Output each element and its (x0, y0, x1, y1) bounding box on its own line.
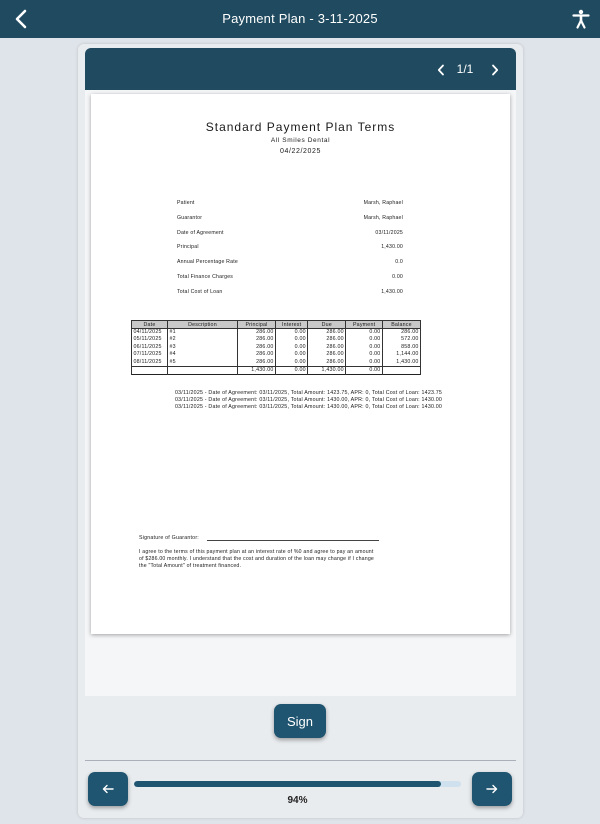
table-cell: #1 (168, 329, 238, 337)
arrow-right-icon (486, 784, 498, 794)
table-cell: 286.00 (238, 359, 276, 367)
table-cell: 0.00 (276, 367, 308, 375)
progress-fill (134, 781, 441, 787)
term-label: Total Cost of Loan (177, 288, 223, 295)
table-cell: 0.00 (346, 344, 383, 351)
table-cell (132, 367, 168, 375)
history-entry: 03/11/2025 - Date of Agreement: 03/11/2025, Total Amount: 1430.00, APR: 0, Total Cost of Loan: 1430.00 (175, 396, 443, 403)
column-header: Payment (346, 321, 383, 329)
table-cell: 0.00 (346, 329, 383, 337)
totals-row (132, 367, 421, 375)
table-cell: 0.00 (346, 351, 383, 358)
table-header-row (132, 321, 421, 329)
signature-line (207, 540, 379, 541)
document-title: Standard Payment Plan Terms (205, 120, 396, 134)
term-label: Date of Agreement (177, 229, 224, 236)
column-header: Balance (382, 321, 420, 329)
previous-button[interactable] (88, 772, 128, 806)
term-label: Principal (177, 244, 199, 251)
agreement-history (175, 390, 447, 410)
table-cell: #3 (168, 344, 238, 351)
table-cell: 0.00 (276, 336, 308, 343)
table-cell: 286.00 (238, 329, 276, 337)
table-cell: 286.00 (238, 351, 276, 358)
term-label: Total Finance Charges (177, 273, 234, 280)
table-cell: 286.00 (308, 351, 346, 358)
sign-button[interactable]: Sign (274, 704, 326, 738)
table-cell: 0.00 (276, 359, 308, 367)
table-cell (168, 367, 238, 375)
agreement-text: I agree to the terms of this payment plan at an interest rate of %0 and agree to pay an amount of $286.00 monthly. I understand that the cost and duration of the loan may change if I change the "Total Amount" of treatment financed. (139, 549, 374, 569)
viewer-toolbar (85, 48, 516, 90)
column-header: Interest (276, 321, 308, 329)
top-bar (0, 0, 600, 38)
arrow-left-icon (102, 784, 114, 794)
table-cell: 1,430.00 (238, 367, 276, 375)
column-header: Due (308, 321, 346, 329)
payment-schedule-table (131, 320, 421, 375)
table-cell: #2 (168, 336, 238, 343)
column-header: Date (132, 321, 168, 329)
chevron-right-icon (491, 64, 499, 76)
table-cell: 1,144.00 (382, 351, 420, 358)
term-value: Marsh, Raphael (363, 200, 403, 206)
table-cell: 0.00 (276, 329, 308, 337)
table-cell: 0.00 (346, 359, 383, 367)
progress-label: 94% (287, 795, 308, 806)
next-button[interactable] (472, 772, 512, 806)
table-cell: 07/11/2025 (132, 351, 168, 358)
column-header: Principal (238, 321, 276, 329)
table-cell: 0.00 (276, 344, 308, 351)
history-entry: 03/11/2025 - Date of Agreement: 03/11/2025, Total Amount: 1430.00, APR: 0, Total Cost of Loan: 1430.00 (175, 403, 443, 410)
table-cell: 06/11/2025 (132, 344, 168, 351)
table-row (132, 344, 421, 351)
term-value: 0.00 (392, 273, 403, 280)
table-cell: 286.00 (308, 344, 346, 351)
accessibility-button[interactable] (568, 6, 594, 32)
table-cell: 04/11/2025 (132, 329, 168, 337)
term-row (177, 259, 403, 274)
practice-name: All Smiles Dental (270, 137, 331, 144)
term-row (177, 200, 403, 215)
table-row (132, 351, 421, 358)
term-row (177, 215, 403, 230)
table-cell: 0.00 (346, 336, 383, 343)
table-row (132, 359, 421, 367)
term-row (177, 274, 403, 289)
table-cell: 286.00 (308, 336, 346, 343)
table-cell: 286.00 (382, 329, 420, 337)
term-row (177, 244, 403, 259)
table-cell: 0.00 (346, 367, 383, 375)
table-cell: 286.00 (308, 329, 346, 337)
terms-list (177, 200, 403, 304)
divider (85, 760, 516, 761)
term-value: Marsh, Raphael (363, 214, 403, 221)
table-cell: 08/11/2025 (132, 359, 168, 367)
table-cell: 05/11/2025 (132, 336, 168, 343)
table-cell: #4 (168, 351, 238, 358)
term-row (177, 230, 403, 245)
term-value: 1,430.00 (381, 244, 403, 251)
document-viewport[interactable] (85, 90, 516, 696)
table-cell (382, 367, 420, 375)
signature-label: Signature of Guarantor: (139, 535, 199, 541)
chevron-left-icon (437, 64, 445, 76)
term-row (177, 289, 403, 304)
table-row (132, 329, 421, 337)
next-page-button[interactable] (486, 48, 504, 90)
table-cell: 286.00 (308, 359, 346, 367)
term-value: 1,430.00 (381, 288, 403, 295)
history-entry: 03/11/2025 - Date of Agreement: 03/11/2025, Total Amount: 1423.75, APR: 0, Total Cost of Loan: 1423.75 (175, 390, 443, 396)
term-value: 0.0 (395, 259, 403, 266)
document-page (91, 94, 510, 634)
term-label: Guarantor (177, 214, 203, 221)
document-panel (78, 44, 523, 818)
table-cell: #5 (168, 359, 238, 367)
term-label: Patient (177, 200, 195, 206)
progress-bar (134, 781, 461, 787)
table-cell: 858.00 (382, 344, 420, 351)
term-label: Annual Percentage Rate (177, 259, 238, 266)
table-cell: 286.00 (238, 336, 276, 343)
table-cell: 1,430.00 (308, 367, 346, 375)
prev-page-button[interactable] (432, 48, 450, 90)
table-cell: 572.00 (382, 336, 420, 343)
term-value: 03/11/2025 (375, 229, 403, 236)
table-cell: 286.00 (238, 344, 276, 351)
document-date: 04/22/2025 (279, 148, 322, 155)
accessibility-icon (572, 9, 590, 29)
table-row (132, 336, 421, 343)
page-title: Payment Plan - 3-11-2025 (222, 11, 378, 26)
table-cell: 1,430.00 (382, 359, 420, 367)
page-indicator: 1/1 (456, 62, 474, 76)
column-header: Description (168, 321, 238, 329)
table-cell: 0.00 (276, 351, 308, 358)
